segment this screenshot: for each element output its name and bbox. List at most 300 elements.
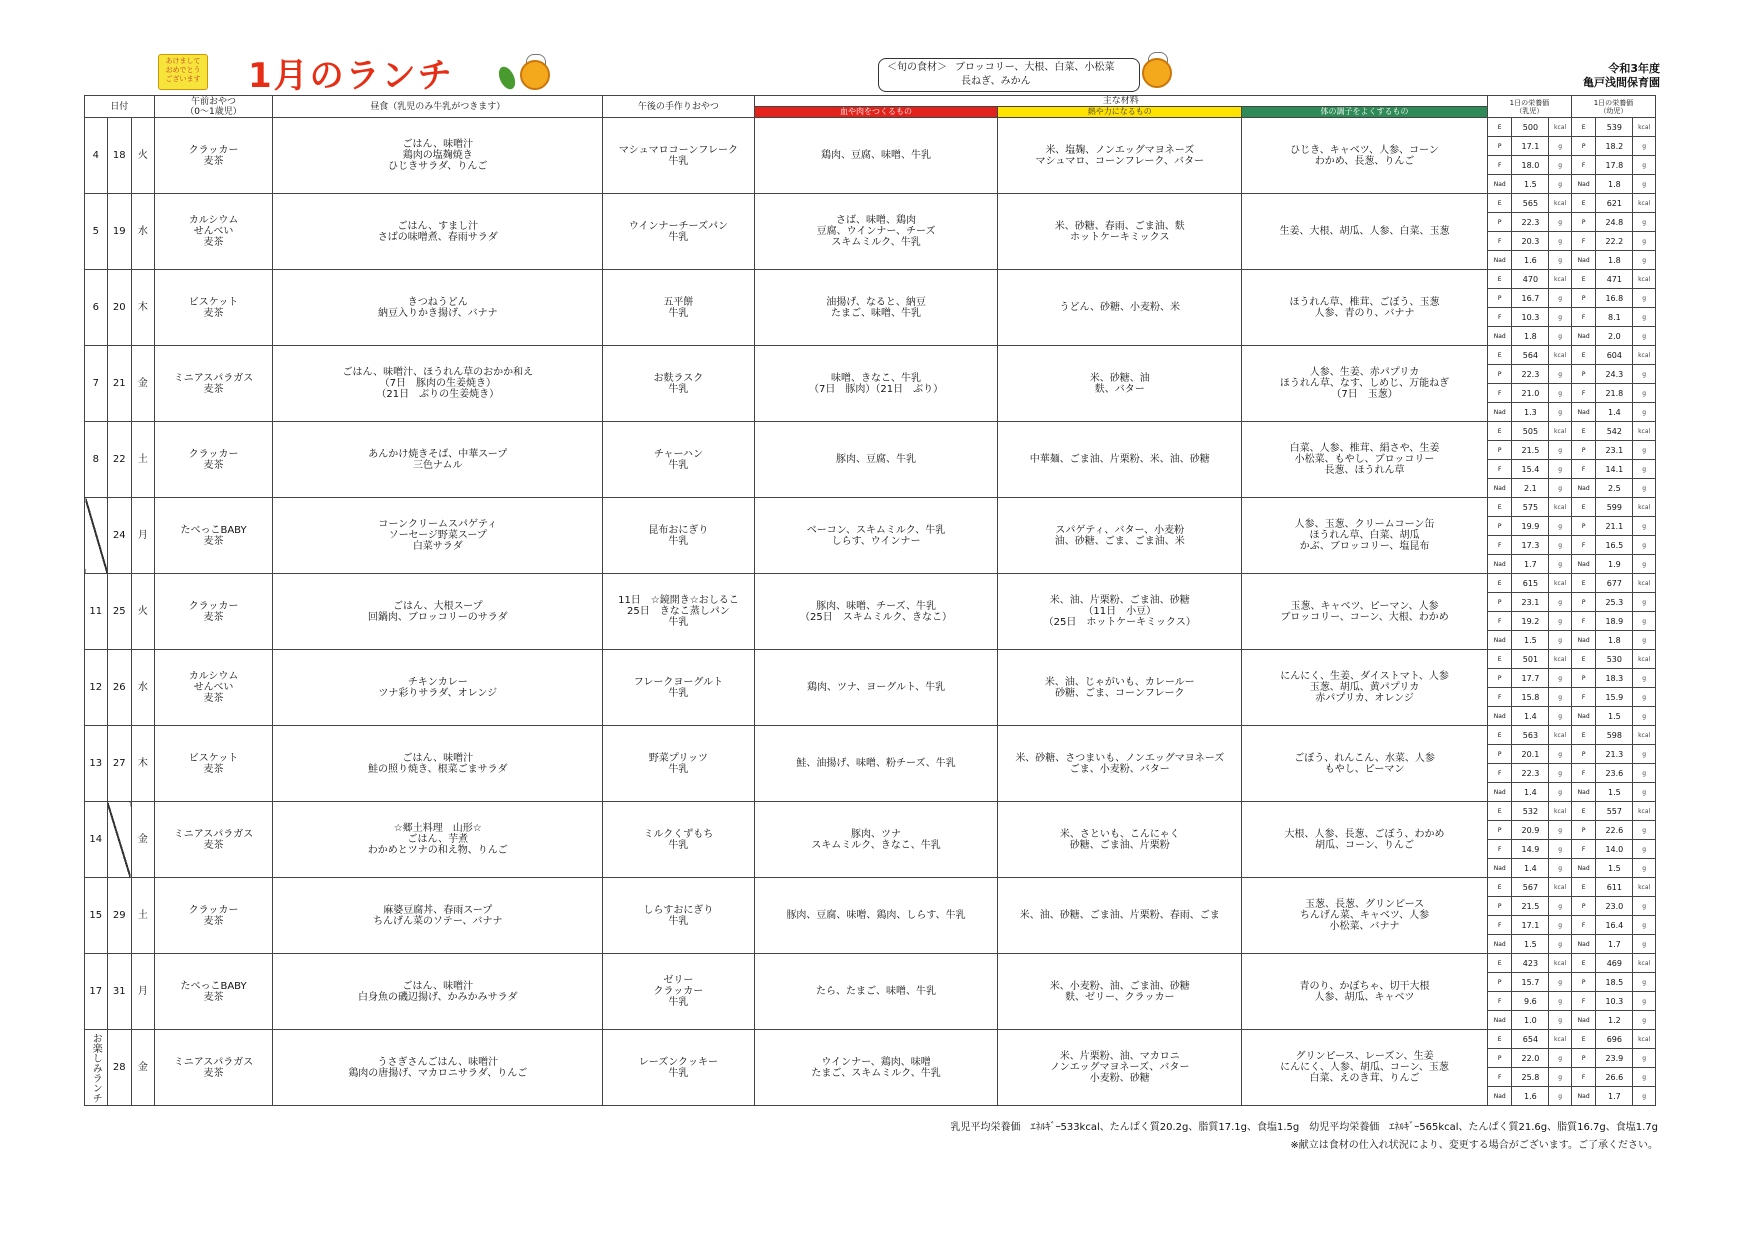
yellow-ingredients: うどん、砂糖、小麦粉、米: [998, 270, 1242, 346]
infant-nutrient-value: 575: [1512, 498, 1549, 517]
toddler-nutrient-value: 10.3: [1596, 992, 1633, 1011]
nutrient-unit: g: [1549, 232, 1572, 251]
seasonal-line-2: 長ねぎ、みかん: [961, 76, 1031, 87]
nutrient-unit: kcal: [1633, 574, 1656, 593]
nutrient-label: F: [1487, 688, 1512, 707]
toddler-nutrient-value: 18.3: [1596, 669, 1633, 688]
fiscal-year: 令和3年度: [1608, 62, 1660, 75]
infant-nutrient-value: 501: [1512, 650, 1549, 669]
toddler-nutrient-value: 16.8: [1596, 289, 1633, 308]
green-ingredients: 大根、人参、長葱、ごぼう、わかめ 胡瓜、コーン、りんご: [1242, 802, 1488, 878]
infant-nutrient-value: 19.2: [1512, 612, 1549, 631]
toddler-nutrient-value: 1.9: [1596, 555, 1633, 574]
nutrient-unit: kcal: [1633, 1030, 1656, 1049]
nutrient-label: Nad: [1571, 251, 1596, 270]
menu-body: [85, 118, 1656, 1106]
toddler-nutrient-value: 1.5: [1596, 707, 1633, 726]
yellow-ingredients: 米、油、砂糖、ごま油、片栗粉、春雨、ごま: [998, 878, 1242, 954]
red-ingredients: さば、味噌、鶏肉 豆腐、ウインナー、チーズ スキムミルク、牛乳: [754, 194, 998, 270]
infant-nutrient-value: 1.5: [1512, 175, 1549, 194]
nutrient-unit: g: [1549, 764, 1572, 783]
date-header: 日付: [85, 96, 155, 118]
nutrient-label: Nad: [1571, 403, 1596, 422]
nutrient-label: E: [1571, 1030, 1596, 1049]
nutrient-unit: kcal: [1633, 498, 1656, 517]
red-ingredients: 豚肉、ツナ スキムミルク、きなこ、牛乳: [754, 802, 998, 878]
green-ingredients: 玉葱、キャベツ、ピーマン、人参 ブロッコリー、コーン、大根、わかめ: [1242, 574, 1488, 650]
day-number: 4: [85, 118, 108, 194]
am-snack-header: 午前おやつ （0～1歳児）: [154, 96, 273, 118]
infant-nutrient-value: 17.1: [1512, 916, 1549, 935]
menu-row: [85, 118, 1656, 137]
toddler-nutrient-value: 557: [1596, 802, 1633, 821]
nutrient-label: P: [1487, 593, 1512, 612]
pm-snack: ウインナーチーズパン 牛乳: [603, 194, 755, 270]
toddler-nutrient-value: 598: [1596, 726, 1633, 745]
day-number: 6: [85, 270, 108, 346]
nutrient-label: F: [1571, 232, 1596, 251]
nutrient-unit: g: [1633, 137, 1656, 156]
nutrient-unit: g: [1549, 555, 1572, 574]
nutrient-label: E: [1571, 270, 1596, 289]
nutrient-label: P: [1571, 821, 1596, 840]
lion-mascot-icon: [1138, 52, 1176, 90]
nutrient-label: E: [1571, 650, 1596, 669]
nutrient-unit: kcal: [1549, 498, 1572, 517]
day-number: [85, 498, 108, 574]
nutrient-unit: g: [1549, 992, 1572, 1011]
infant-nutrient-value: 15.8: [1512, 688, 1549, 707]
green-ingredients: 玉葱、長葱、グリンピース ちんげん菜、キャベツ、人参 小松菜、バナナ: [1242, 878, 1488, 954]
red-ingredients: ウインナー、鶏肉、味噌 たまご、スキムミルク、牛乳: [754, 1030, 998, 1106]
pm-snack: フレークヨーグルト 牛乳: [603, 650, 755, 726]
nutrient-label: E: [1571, 498, 1596, 517]
am-snack: カルシウム せんべい 麦茶: [154, 194, 273, 270]
red-ingredients: 味噌、きなこ、牛乳 （7日 豚肉）（21日 ぶり）: [754, 346, 998, 422]
lunch-menu: 麻婆豆腐丼、春雨スープ ちんげん菜のソテー、バナナ: [273, 878, 603, 954]
day-number: 13: [85, 726, 108, 802]
nutrient-unit: g: [1633, 992, 1656, 1011]
nutrient-unit: g: [1633, 783, 1656, 802]
nutrient-unit: g: [1633, 232, 1656, 251]
am-snack: たべっこBABY 麦茶: [154, 954, 273, 1030]
infant-nutrient-value: 17.1: [1512, 137, 1549, 156]
nutrient-unit: g: [1633, 840, 1656, 859]
nutrient-label: F: [1571, 460, 1596, 479]
green-ingredients: ほうれん草、椎茸、ごぼう、玉葱 人参、青のり、バナナ: [1242, 270, 1488, 346]
nutrient-label: E: [1487, 802, 1512, 821]
day-number: 8: [85, 422, 108, 498]
toddler-nutrition-header: 1日の栄養価 （幼児）: [1571, 96, 1655, 118]
seasonal-label: ＜旬の食材＞: [887, 62, 947, 73]
infant-nutrient-value: 564: [1512, 346, 1549, 365]
toddler-nutrient-value: 23.6: [1596, 764, 1633, 783]
nutrient-unit: kcal: [1633, 802, 1656, 821]
nutrient-label: E: [1487, 726, 1512, 745]
nutrient-unit: kcal: [1633, 878, 1656, 897]
toddler-nutrient-value: 15.9: [1596, 688, 1633, 707]
weekday: 水: [132, 650, 155, 726]
nutrient-unit: g: [1633, 897, 1656, 916]
nutrient-unit: g: [1549, 137, 1572, 156]
nutrient-unit: g: [1549, 688, 1572, 707]
seasonal-line-1: ブロッコリー、大根、白菜、小松菜: [955, 62, 1115, 73]
infant-nutrient-value: 16.7: [1512, 289, 1549, 308]
nutrient-unit: g: [1549, 935, 1572, 954]
nutrient-unit: g: [1633, 1068, 1656, 1087]
green-ingredients: ひじき、キャベツ、人参、コーン わかめ、長葱、りんご: [1242, 118, 1488, 194]
yellow-ingredients: 米、小麦粉、油、ごま油、砂糖 麩、ゼリー、クラッカー: [998, 954, 1242, 1030]
nutrient-label: F: [1571, 156, 1596, 175]
nutrient-unit: kcal: [1633, 346, 1656, 365]
am-snack: ミニアスパラガス 麦茶: [154, 802, 273, 878]
nutrient-unit: g: [1549, 251, 1572, 270]
menu-row: [85, 346, 1656, 365]
infant-nutrient-value: 615: [1512, 574, 1549, 593]
lunch-menu: ごはん、味噌汁 鮭の照り焼き、根菜ごまサラダ: [273, 726, 603, 802]
nutrient-unit: g: [1549, 479, 1572, 498]
day-number-2: [107, 802, 132, 878]
green-group-header: 体の調子をよくするもの: [1242, 107, 1488, 118]
nutrient-unit: g: [1633, 403, 1656, 422]
nutrient-unit: g: [1549, 365, 1572, 384]
nutrient-unit: g: [1549, 631, 1572, 650]
nutrient-unit: g: [1633, 631, 1656, 650]
toddler-nutrient-value: 24.8: [1596, 213, 1633, 232]
nutrient-label: E: [1571, 346, 1596, 365]
nutrient-unit: g: [1633, 859, 1656, 878]
day-number: 12: [85, 650, 108, 726]
nutrient-label: Nad: [1487, 479, 1512, 498]
nutrient-label: P: [1571, 517, 1596, 536]
green-ingredients: グリンピース、レーズン、生姜 にんにく、人参、胡瓜、コーン、玉葱 白菜、えのき茸、りんご: [1242, 1030, 1488, 1106]
lunch-menu: ごはん、味噌汁 鶏肉の塩麹焼き ひじきサラダ、りんご: [273, 118, 603, 194]
toddler-nutrient-value: 14.1: [1596, 460, 1633, 479]
nutrient-unit: g: [1633, 745, 1656, 764]
school-name: 亀戸浅間保育園: [1583, 76, 1660, 89]
yellow-ingredients: 中華麺、ごま油、片栗粉、米、油、砂糖: [998, 422, 1242, 498]
lunch-header: 昼食（乳児のみ牛乳がつきます）: [273, 96, 603, 118]
nutrient-unit: g: [1633, 327, 1656, 346]
nutrient-unit: kcal: [1549, 118, 1572, 137]
toddler-nutrient-value: 17.8: [1596, 156, 1633, 175]
nutrient-label: F: [1487, 156, 1512, 175]
yellow-ingredients: 米、さといも、こんにゃく 砂糖、ごま油、片栗粉: [998, 802, 1242, 878]
infant-nutrient-value: 1.4: [1512, 707, 1549, 726]
menu-row: [85, 1030, 1656, 1049]
weekday: 火: [132, 574, 155, 650]
green-ingredients: 生姜、大根、胡瓜、人参、白菜、玉葱: [1242, 194, 1488, 270]
nutrient-unit: g: [1549, 612, 1572, 631]
toddler-nutrient-value: 621: [1596, 194, 1633, 213]
red-ingredients: たら、たまご、味噌、牛乳: [754, 954, 998, 1030]
infant-nutrient-value: 22.0: [1512, 1049, 1549, 1068]
toddler-nutrient-value: 23.9: [1596, 1049, 1633, 1068]
nutrient-label: Nad: [1571, 555, 1596, 574]
nutrient-unit: g: [1633, 251, 1656, 270]
pm-snack: レーズンクッキー 牛乳: [603, 1030, 755, 1106]
weekday: 火: [132, 118, 155, 194]
infant-nutrient-value: 1.5: [1512, 935, 1549, 954]
infant-nutrient-value: 22.3: [1512, 365, 1549, 384]
nutrient-label: P: [1571, 745, 1596, 764]
nutrient-label: E: [1487, 650, 1512, 669]
infant-nutrient-value: 20.1: [1512, 745, 1549, 764]
green-ingredients: 青のり、かぼちゃ、切干大根 人参、胡瓜、キャベツ: [1242, 954, 1488, 1030]
nutrient-label: F: [1487, 992, 1512, 1011]
nutrient-label: E: [1487, 574, 1512, 593]
nutrient-unit: g: [1633, 688, 1656, 707]
toddler-nutrient-value: 2.5: [1596, 479, 1633, 498]
nutrient-label: E: [1571, 726, 1596, 745]
toddler-nutrient-value: 8.1: [1596, 308, 1633, 327]
nutrient-unit: kcal: [1549, 194, 1572, 213]
nutrient-unit: kcal: [1633, 194, 1656, 213]
toddler-nutrient-value: 22.2: [1596, 232, 1633, 251]
leaf-icon: [496, 64, 519, 92]
nutrient-label: Nad: [1571, 327, 1596, 346]
nutrient-label: F: [1571, 308, 1596, 327]
nutrient-label: E: [1487, 346, 1512, 365]
menu-row: [85, 726, 1656, 745]
nutrient-label: Nad: [1571, 1011, 1596, 1030]
nutrient-unit: g: [1549, 175, 1572, 194]
infant-nutrient-value: 19.9: [1512, 517, 1549, 536]
toddler-nutrient-value: 21.8: [1596, 384, 1633, 403]
nutrient-label: E: [1571, 802, 1596, 821]
infant-nutrition-header: 1日の栄養価 （乳児）: [1487, 96, 1571, 118]
infant-nutrient-value: 1.8: [1512, 327, 1549, 346]
pm-snack: ミルクくずもち 牛乳: [603, 802, 755, 878]
infant-nutrient-value: 532: [1512, 802, 1549, 821]
nutrient-label: P: [1487, 517, 1512, 536]
infant-nutrient-value: 15.7: [1512, 973, 1549, 992]
weekday: 金: [132, 802, 155, 878]
nutrient-unit: g: [1633, 479, 1656, 498]
nutrient-label: F: [1571, 536, 1596, 555]
nutrient-unit: g: [1549, 1068, 1572, 1087]
nutrient-label: E: [1487, 422, 1512, 441]
nutrient-unit: kcal: [1549, 954, 1572, 973]
weekday: 土: [132, 878, 155, 954]
nutrient-label: F: [1487, 840, 1512, 859]
nutrient-label: P: [1487, 1049, 1512, 1068]
day-number-2: 21: [107, 346, 132, 422]
pm-snack: 野菜プリッツ 牛乳: [603, 726, 755, 802]
pm-snack-header: 午後の手作りおやつ: [603, 96, 755, 118]
seasonal-ingredients-box: [878, 58, 1140, 92]
infant-nutrient-value: 1.0: [1512, 1011, 1549, 1030]
nutrient-unit: g: [1549, 821, 1572, 840]
infant-nutrient-value: 22.3: [1512, 213, 1549, 232]
nutrient-label: Nad: [1571, 479, 1596, 498]
pm-snack: 五平餅 牛乳: [603, 270, 755, 346]
weekday: 月: [132, 954, 155, 1030]
toddler-nutrient-value: 696: [1596, 1030, 1633, 1049]
infant-nutrient-value: 565: [1512, 194, 1549, 213]
nutrient-unit: g: [1549, 403, 1572, 422]
nutrient-unit: g: [1549, 441, 1572, 460]
infant-nutrient-value: 22.3: [1512, 764, 1549, 783]
nutrient-unit: g: [1549, 707, 1572, 726]
toddler-nutrient-value: 677: [1596, 574, 1633, 593]
weekday: 月: [132, 498, 155, 574]
nutrient-label: E: [1571, 954, 1596, 973]
day-number: 5: [85, 194, 108, 270]
toddler-nutrient-value: 469: [1596, 954, 1633, 973]
infant-nutrient-value: 1.4: [1512, 783, 1549, 802]
pm-snack: チャーハン 牛乳: [603, 422, 755, 498]
nutrient-label: P: [1487, 365, 1512, 384]
nutrient-label: E: [1571, 118, 1596, 137]
lunch-menu: ごはん、すまし汁 さばの味噌煮、春雨サラダ: [273, 194, 603, 270]
nutrient-label: E: [1487, 270, 1512, 289]
nutrient-unit: g: [1549, 745, 1572, 764]
nutrient-label: Nad: [1487, 327, 1512, 346]
infant-nutrient-value: 20.3: [1512, 232, 1549, 251]
menu-row: [85, 878, 1656, 897]
day-number-2: 27: [107, 726, 132, 802]
toddler-nutrient-value: 1.8: [1596, 175, 1633, 194]
toddler-nutrient-value: 18.2: [1596, 137, 1633, 156]
nutrient-label: E: [1487, 118, 1512, 137]
menu-row: [85, 270, 1656, 289]
nutrient-unit: g: [1633, 384, 1656, 403]
infant-nutrient-value: 1.6: [1512, 251, 1549, 270]
infant-nutrient-value: 1.3: [1512, 403, 1549, 422]
toddler-nutrient-value: 14.0: [1596, 840, 1633, 859]
lunch-menu: チキンカレー ツナ彩りサラダ、オレンジ: [273, 650, 603, 726]
infant-nutrient-value: 23.1: [1512, 593, 1549, 612]
toddler-nutrient-value: 2.0: [1596, 327, 1633, 346]
nutrient-unit: g: [1633, 821, 1656, 840]
red-ingredients: 鶏肉、ツナ、ヨーグルト、牛乳: [754, 650, 998, 726]
menu-row: [85, 498, 1656, 517]
yellow-ingredients: 米、油、片栗粉、ごま油、砂糖 （11日 小豆） （25日 ホットケーキミックス）: [998, 574, 1242, 650]
nutrient-unit: kcal: [1549, 878, 1572, 897]
green-ingredients: 白菜、人参、椎茸、絹さや、生姜 小松菜、もやし、ブロッコリー 長葱、ほうれん草: [1242, 422, 1488, 498]
nutrient-label: F: [1571, 916, 1596, 935]
nutrient-label: Nad: [1487, 175, 1512, 194]
infant-nutrient-value: 563: [1512, 726, 1549, 745]
yellow-ingredients: 米、砂糖、油 麩、バター: [998, 346, 1242, 422]
nutrient-unit: g: [1633, 593, 1656, 612]
toddler-nutrient-value: 599: [1596, 498, 1633, 517]
nutrient-unit: g: [1549, 1049, 1572, 1068]
nutrient-label: Nad: [1487, 1011, 1512, 1030]
lunch-menu: ごはん、大根スープ 回鍋肉、ブロッコリーのサラダ: [273, 574, 603, 650]
yellow-group-header: 熱や力になるもの: [998, 107, 1242, 118]
nutrient-unit: kcal: [1549, 1030, 1572, 1049]
day-number: 15: [85, 878, 108, 954]
lunch-menu: あんかけ焼きそば、中華スープ 三色ナムル: [273, 422, 603, 498]
nutrient-label: Nad: [1487, 555, 1512, 574]
red-ingredients: 豚肉、豆腐、牛乳: [754, 422, 998, 498]
nutrient-label: E: [1487, 194, 1512, 213]
infant-nutrient-value: 14.9: [1512, 840, 1549, 859]
nutrient-label: E: [1487, 878, 1512, 897]
day-number: お楽しみランチ: [85, 1030, 108, 1106]
toddler-nutrient-value: 1.8: [1596, 631, 1633, 650]
day-number: 7: [85, 346, 108, 422]
toddler-nutrient-value: 21.1: [1596, 517, 1633, 536]
menu-change-note: ※献立は食材の仕入れ状況により、変更する場合がございます。ご了承ください。: [1290, 1140, 1658, 1151]
toddler-nutrient-value: 604: [1596, 346, 1633, 365]
day-number-2: 24: [107, 498, 132, 574]
weekday: 土: [132, 422, 155, 498]
new-year-badge: あけまして おめでとう ございます: [158, 54, 208, 90]
nutrient-label: F: [1571, 1068, 1596, 1087]
toddler-nutrient-value: 18.5: [1596, 973, 1633, 992]
infant-nutrient-value: 10.3: [1512, 308, 1549, 327]
nutrient-unit: g: [1549, 669, 1572, 688]
am-snack: ミニアスパラガス 麦茶: [154, 346, 273, 422]
nutrient-label: F: [1571, 384, 1596, 403]
infant-nutrient-value: 1.7: [1512, 555, 1549, 574]
toddler-nutrient-value: 18.9: [1596, 612, 1633, 631]
menu-table: [84, 95, 1656, 1106]
pm-snack: マシュマロコーンフレーク 牛乳: [603, 118, 755, 194]
nutrient-label: F: [1487, 1068, 1512, 1087]
pm-snack: 11日 ☆鏡開き☆おしるこ 25日 きなこ蒸しパン 牛乳: [603, 574, 755, 650]
nutrient-label: F: [1571, 764, 1596, 783]
nutrient-unit: g: [1633, 707, 1656, 726]
red-ingredients: ベーコン、スキムミルク、牛乳 しらす、ウインナー: [754, 498, 998, 574]
lunch-menu: ☆郷土料理 山形☆ ごはん、芋煮 わかめとツナの和え物、りんご: [273, 802, 603, 878]
day-number-2: 20: [107, 270, 132, 346]
day-number-2: 25: [107, 574, 132, 650]
nutrient-label: P: [1571, 669, 1596, 688]
nutrient-unit: kcal: [1633, 422, 1656, 441]
infant-nutrient-value: 21.0: [1512, 384, 1549, 403]
nutrient-label: P: [1571, 593, 1596, 612]
toddler-nutrient-value: 1.5: [1596, 859, 1633, 878]
infant-nutrient-value: 567: [1512, 878, 1549, 897]
nutrient-label: Nad: [1487, 631, 1512, 650]
nutrient-label: Nad: [1571, 631, 1596, 650]
nutrition-averages: 乳児平均栄養価 ｴﾈﾙｷﾞｰ533kcal、たんぱく質20.2g、脂質17.1g、食塩1.5g 幼児平均栄養価 ｴﾈﾙｷﾞｰ565kcal、たんぱく質21.6g、脂質16.7g、食塩1.7g: [950, 1122, 1658, 1133]
yellow-ingredients: 米、油、じゃがいも、カレールー 砂糖、ごま、コーンフレーク: [998, 650, 1242, 726]
infant-nutrient-value: 21.5: [1512, 441, 1549, 460]
nutrient-unit: g: [1633, 156, 1656, 175]
toddler-nutrient-value: 16.5: [1596, 536, 1633, 555]
infant-nutrient-value: 18.0: [1512, 156, 1549, 175]
nutrient-unit: g: [1549, 327, 1572, 346]
toddler-nutrient-value: 26.6: [1596, 1068, 1633, 1087]
toddler-nutrient-value: 25.3: [1596, 593, 1633, 612]
nutrient-label: E: [1571, 574, 1596, 593]
nutrient-unit: kcal: [1549, 802, 1572, 821]
nutrient-unit: g: [1633, 536, 1656, 555]
nutrient-unit: kcal: [1633, 954, 1656, 973]
day-number-2: 26: [107, 650, 132, 726]
nutrient-unit: g: [1633, 308, 1656, 327]
infant-nutrient-value: 17.7: [1512, 669, 1549, 688]
nutrient-unit: g: [1549, 593, 1572, 612]
nutrient-label: E: [1571, 422, 1596, 441]
day-number-2: 28: [107, 1030, 132, 1106]
nutrient-label: F: [1571, 612, 1596, 631]
weekday: 木: [132, 726, 155, 802]
infant-nutrient-value: 15.4: [1512, 460, 1549, 479]
infant-nutrient-value: 17.3: [1512, 536, 1549, 555]
infant-nutrient-value: 423: [1512, 954, 1549, 973]
menu-row: [85, 194, 1656, 213]
nutrient-unit: kcal: [1549, 726, 1572, 745]
nutrient-unit: g: [1549, 783, 1572, 802]
nutrient-label: Nad: [1487, 403, 1512, 422]
day-number-2: 22: [107, 422, 132, 498]
